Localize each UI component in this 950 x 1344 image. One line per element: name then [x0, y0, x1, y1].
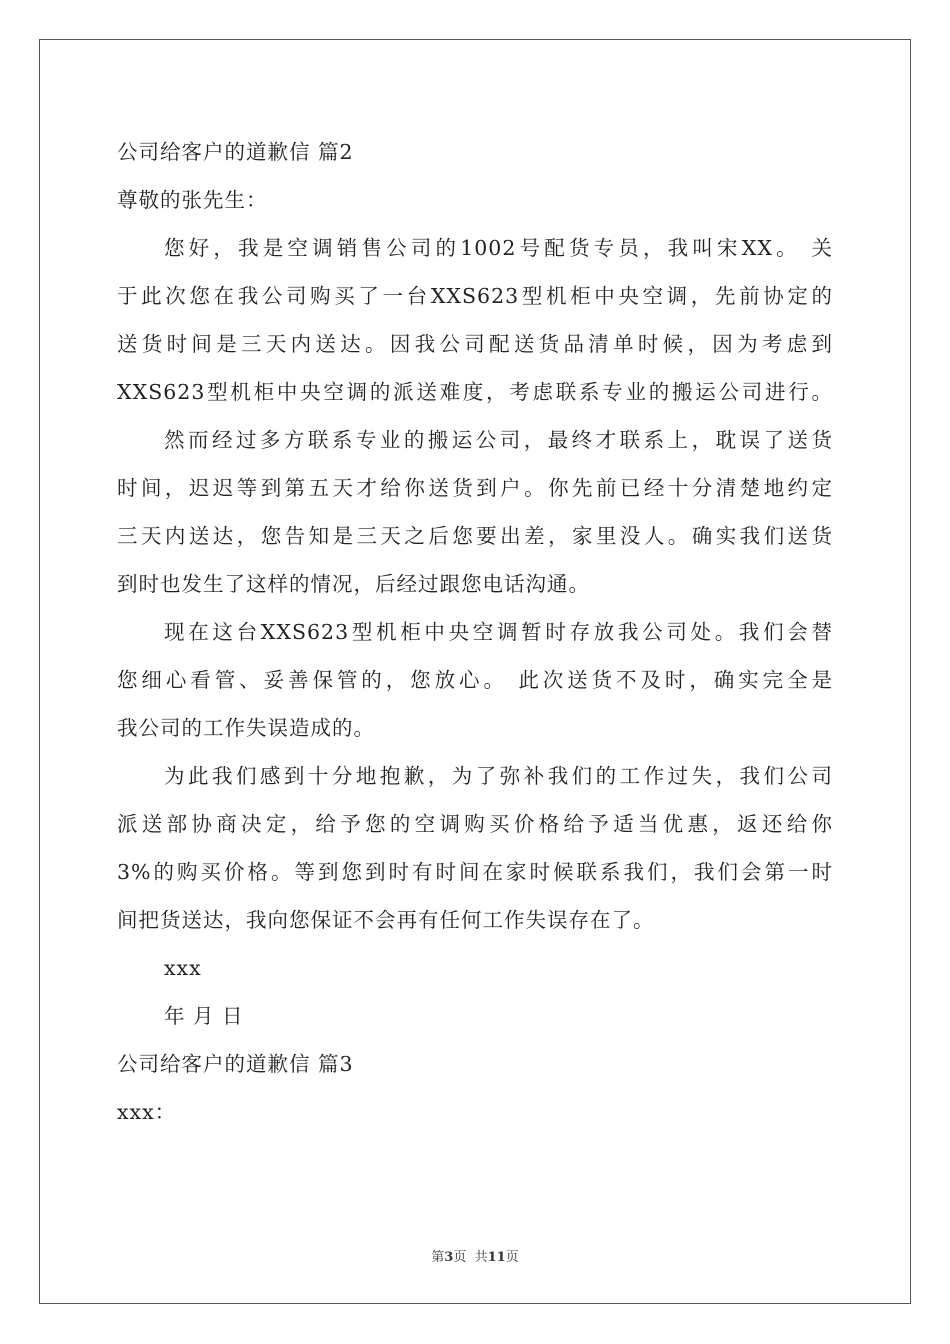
paragraph-1-line-1: 您好，我是空调销售公司的1002号配货专员，我叫宋XX。 关: [164, 236, 833, 260]
paragraph-3-line-3: 我公司的工作失误造成的。: [117, 716, 375, 740]
page-footer: [0, 1246, 950, 1265]
paragraph-2-line-1: 然而经过多方联系专业的搬运公司，最终才联系上，耽误了送货: [164, 428, 833, 452]
page-current: 3: [444, 1250, 454, 1265]
paragraph-2-line-4: 到时也发生了这样的情况，后经过跟您电话沟通。: [117, 572, 590, 596]
date-line: 年 月 日: [164, 1004, 244, 1028]
salutation-section-3: xxx：: [117, 1100, 177, 1124]
signature: xxx: [164, 956, 202, 980]
paragraph-1-line-3: 送货时间是三天内送达。因我公司配送货品清单时候，因为考虑到: [117, 332, 833, 356]
paragraph-2-line-2: 时间，迟迟等到第五天才给你送货到户。你先前已经十分清楚地约定: [117, 476, 833, 500]
paragraph-4-line-4: 间把货送达，我向您保证不会再有任何工作失误存在了。: [117, 908, 655, 932]
salutation: 尊敬的张先生：: [117, 188, 268, 212]
paragraph-2-line-3: 三天内送达，您告知是三天之后您要出差，家里没人。确实我们送货: [117, 524, 833, 548]
paragraph-1-line-2: 于此次您在我公司购买了一台XXS623型机柜中央空调，先前协定的: [117, 284, 833, 308]
page-total: 11: [487, 1250, 506, 1265]
document-body: [117, 128, 833, 1136]
paragraph-4-line-1: 为此我们感到十分地抱歉，为了弥补我们的工作过失，我们公司: [164, 764, 833, 788]
heading-section-3: 公司给客户的道歉信 篇3: [117, 1052, 354, 1076]
paragraph-1-line-4: XXS623型机柜中央空调的派送难度，考虑联系专业的搬运公司进行。: [117, 380, 833, 404]
page-label-suffix: 页: [505, 1250, 519, 1265]
paragraph-4-line-2: 派送部协商决定，给予您的空调购买价格给予适当优惠，返还给你: [117, 812, 833, 836]
paragraph-3-line-1: 现在这台XXS623型机柜中央空调暂时存放我公司处。我们会替: [164, 620, 833, 644]
heading-section-2: 公司给客户的道歉信 篇2: [117, 140, 354, 164]
paragraph-3-line-2: 您细心看管、妥善保管的，您放心。 此次送货不及时，确实完全是: [117, 668, 833, 692]
page-label-mid: 页 共: [453, 1250, 488, 1265]
paragraph-4-line-3: 3%的购买价格。等到您到时有时间在家时候联系我们，我们会第一时: [117, 860, 833, 884]
page-label-prefix: 第: [431, 1250, 445, 1265]
